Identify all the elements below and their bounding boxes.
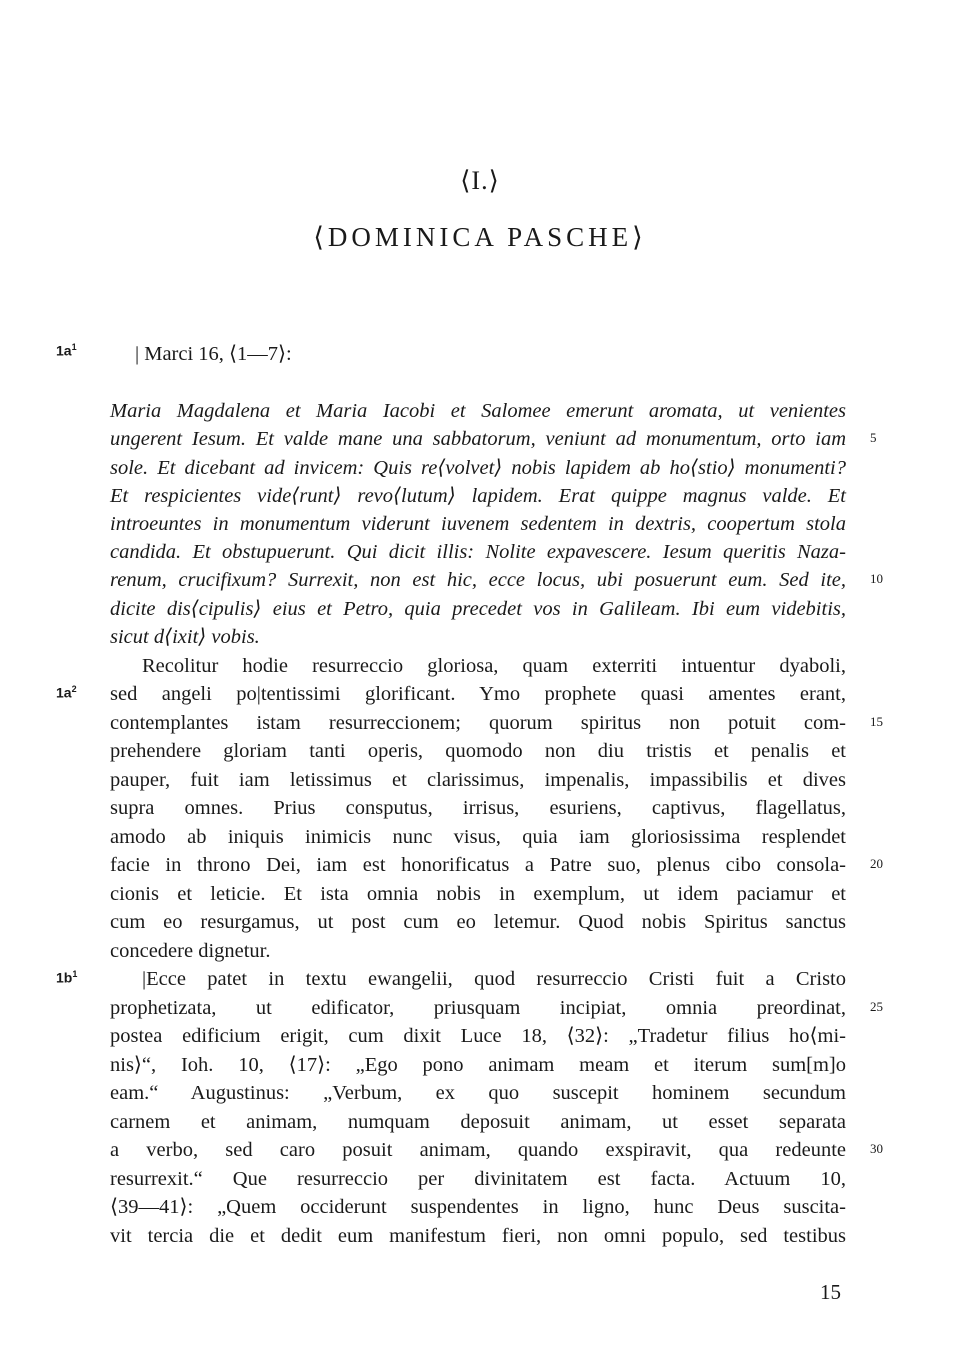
line-number: 10 (870, 571, 883, 586)
text-line: sed angeli po|tentissimi glorificant. Ymo prophete quasi amentes erant, (110, 683, 846, 705)
text-line: Recolitur hodie resurreccio gloriosa, quam exterriti intuentur dyaboli, (142, 655, 846, 677)
text-line: ungerent Iesum. Et valde mane una sabbatorum, veniunt ad monumentum, orto iam (110, 428, 846, 450)
margin-ref-1a2: $1a^2$ (56, 684, 77, 701)
text-line: contemplantes istam resurreccionem; quorum spiritus non potuit com- (110, 712, 846, 734)
text-line: dicite dis⟨cipulis⟩ eius et Petro, quia precedet vos in Galileam. Ibi eum videbitis, (110, 598, 846, 620)
text-line: sole. Et dicebant ad invicem: Quis re⟨volvet⟩ nobis lapidem ab ho⟨stio⟩ monumenti? (110, 457, 846, 479)
text-line: |Ecce patet in textu ewangelii, quod resurreccio Cristi fuit a Cristo (142, 968, 846, 990)
text-line: Et respicientes vide⟨runt⟩ revo⟨lutum⟩ lapidem. Erat quippe magnus valde. Et (110, 485, 846, 507)
line-number: 15 (870, 714, 883, 729)
page-number: 15 (820, 1280, 841, 1304)
text-line: renum, crucifixum? Surrexit, non est hic, ecce locus, ubi posuerunt eum. Sed ite, (110, 569, 846, 591)
text-line: postea edificium erigit, cum dixit Luce 18, ⟨32⟩: „Tradetur filius ho⟨mi- (110, 1025, 846, 1047)
gospel-reference: | Marci 16, ⟨1—7⟩: (135, 343, 292, 365)
text-line: cum eo resurgamus, ut post cum eo letemur. Quod nobis Spiritus sanctus (110, 911, 846, 933)
text-line: nis⟩“, Ioh. 10, ⟨17⟩: „Ego pono animam meam et iterum sum[m]o (110, 1054, 846, 1076)
line-number: 20 (870, 856, 883, 871)
text-line: eam.“ Augustinus: „Verbum, ex quo suscepit hominem secundum (110, 1082, 846, 1104)
text-line: prophetizata, ut edificator, priusquam incipiat, omnia preordinat, (110, 997, 846, 1019)
line-number: 5 (870, 430, 877, 445)
text-line: carnem et animam, numquam deposuit animam, ut esset separata (110, 1111, 846, 1133)
section-title: ⟨DOMINICA PASCHE⟩ (313, 222, 647, 252)
text-line: pauper, fuit iam letissimus et clarissimus, impenalis, impassibilis et dives (110, 769, 846, 791)
text-line: ⟨39—41⟩: „Quem occiderunt suspendentes in ligno, hunc Deus suscita- (110, 1196, 846, 1218)
text-line: Maria Magdalena et Maria Iacobi et Salomee emerunt aromata, ut venientes (110, 400, 846, 422)
text-line: vit tercia die et dedit eum manifestum fieri, non omni populo, sed testibus (110, 1225, 846, 1247)
section-number: ⟨I.⟩ (460, 166, 500, 195)
text-line: facie in throno Dei, iam est honorificatus a Patre suo, plenus cibo consola- (110, 854, 846, 876)
text-line: supra omnes. Prius consputus, irrisus, esuriens, captivus, flagellatus, (110, 797, 846, 819)
line-number: 30 (870, 1141, 883, 1156)
margin-ref-1b1: $1b^1$ (56, 969, 78, 986)
text-line: resurrexit.“ Que resurreccio per divinitatem est facta. Actuum 10, (110, 1168, 846, 1190)
line-number: 25 (870, 999, 883, 1014)
text-line: sicut d⟨ixit⟩ vobis. (110, 626, 260, 648)
text-line: prehendere gloriam tanti operis, quomodo non diu tristis et penalis et (110, 740, 846, 762)
text-line: introeuntes in monumentum viderunt iuvenem sedentem in dextris, coopertum stola (110, 513, 846, 535)
text-line: cionis et leticie. Et ista omnia nobis in exemplum, ut idem paciamur et (110, 883, 846, 905)
text-line: amodo ab iniquis inimicis nunc visus, quia iam gloriosissima resplendet (110, 826, 846, 848)
margin-ref-1a1: $1a^1$ (56, 342, 77, 359)
text-line: a verbo, sed caro posuit animam, quando exspiravit, qua redeunte (110, 1139, 846, 1161)
text-line: concedere dignetur. (110, 940, 271, 962)
text-line: candida. Et obstupuerunt. Qui dicit illis: Nolite expavescere. Iesum queritis Naza- (110, 541, 846, 563)
